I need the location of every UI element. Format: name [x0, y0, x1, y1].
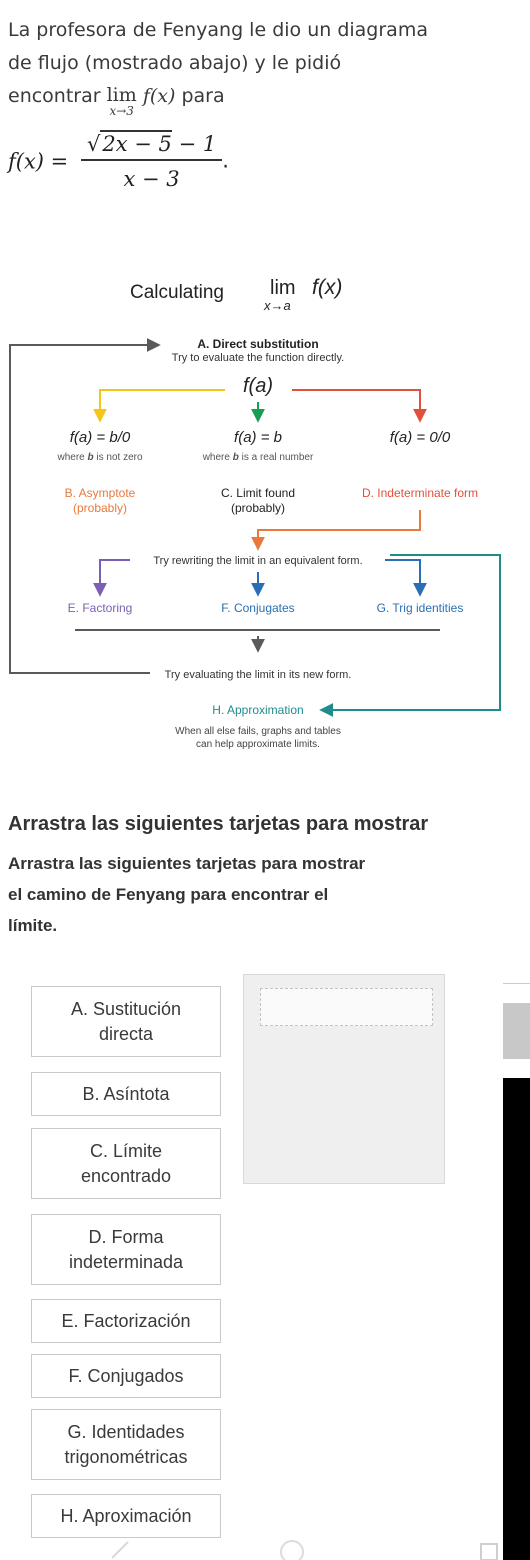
- lim-subscript: x→3: [109, 103, 134, 118]
- rewrite-text: Try rewriting the limit in an equivalent form.: [153, 555, 363, 567]
- drop-slot[interactable]: [260, 988, 433, 1026]
- node-h-label: H. Approximation: [212, 703, 304, 717]
- node-a-desc: Try to evaluate the function directly.: [171, 352, 345, 364]
- numerator-rest: − 1: [178, 132, 217, 156]
- node-b-label: B. Asymptote: [64, 486, 136, 500]
- instructions-line-3: límite.: [8, 916, 58, 935]
- card-g-trig-identities[interactable]: [31, 1409, 221, 1480]
- question-line-2: de flujo (mostrado abajo) y le pidió: [8, 52, 342, 74]
- branch-to-b: [100, 390, 225, 420]
- fx-symbol: f(x): [142, 85, 176, 107]
- card-a-direct-substitution[interactable]: [31, 986, 221, 1057]
- case-d-formula: f(a) = 0/0: [389, 429, 451, 446]
- card-d-indeterminate-form[interactable]: [31, 1214, 221, 1285]
- card-c-limit-found[interactable]: [31, 1128, 221, 1199]
- radicand: 2x − 5: [102, 132, 172, 156]
- case-b-note: where b is not zero: [57, 452, 143, 463]
- card-e-factoring[interactable]: [31, 1299, 221, 1343]
- question-line-3: [8, 80, 518, 120]
- recents-nav-icon: [481, 1544, 497, 1560]
- flowchart-title-sub: x→a: [264, 298, 291, 313]
- branch-to-g: [385, 560, 420, 594]
- card-b-line-1: B. Asíntota: [82, 1083, 170, 1104]
- node-b-sub: (probably): [72, 501, 128, 515]
- case-b-formula: f(a) = b/0: [69, 429, 131, 446]
- question-text: [8, 14, 518, 120]
- formula-fraction: [81, 132, 222, 191]
- flowchart-title-fx: f(x): [312, 276, 343, 299]
- card-c-line-1: C. Límite: [89, 1140, 162, 1161]
- node-f-label: F. Conjugates: [221, 601, 295, 615]
- lim-word: lim: [106, 83, 137, 106]
- formula-numerator: √2x − 5 − 1: [81, 132, 222, 161]
- right-edge-panel: [503, 1078, 530, 1560]
- card-g-line-1: G. Identidades: [67, 1421, 185, 1442]
- card-c-line-2: encontrado: [80, 1165, 172, 1186]
- flowchart-diagram: [0, 250, 530, 760]
- flowchart-title-word: Calculating: [130, 282, 224, 303]
- card-e-line-1: E. Factorización: [61, 1310, 191, 1331]
- card-a-line-1: A. Sustitución: [70, 998, 182, 1019]
- limit-expression: [106, 83, 137, 119]
- case-c-note: where b is a real number: [202, 452, 314, 463]
- node-g-label: G. Trig identities: [376, 601, 464, 615]
- branch-to-d: [292, 390, 420, 420]
- node-h-desc-2: can help approximate limits.: [196, 739, 320, 750]
- card-g-line-2: trigonométricas: [64, 1446, 188, 1467]
- instructions-line-1: Arrastra las siguientes tarjetas para mostrar: [8, 854, 366, 873]
- function-formula: [8, 132, 229, 191]
- encontrar-word: encontrar: [8, 85, 101, 107]
- formula-lhs: f(x) =: [8, 149, 69, 174]
- para-word: para: [181, 85, 225, 107]
- card-f-conjugates[interactable]: [31, 1354, 221, 1398]
- card-d-line-1: D. Forma: [88, 1226, 164, 1247]
- instructions-body: [8, 848, 458, 941]
- node-d-label: D. Indeterminate form: [361, 486, 479, 500]
- formula-period: .: [222, 148, 229, 173]
- back-nav-icon: [112, 1542, 128, 1558]
- flowchart-title-lim: lim: [270, 277, 296, 299]
- question-line-1: La profesora de Fenyang le dio un diagrama: [8, 19, 428, 41]
- home-nav-icon: [281, 1541, 303, 1560]
- card-h-approximation[interactable]: [31, 1494, 221, 1538]
- card-d-line-2: indeterminada: [68, 1251, 184, 1272]
- teal-line-to-h: [322, 555, 500, 710]
- instructions-line-2: el camino de Fenyang para encontrar el: [8, 885, 329, 904]
- formula-denominator: x − 3: [123, 167, 180, 191]
- card-h-line-1: H. Aproximación: [60, 1505, 192, 1526]
- android-nav-bar: [0, 1540, 530, 1560]
- case-c-formula: f(a) = b: [234, 429, 282, 446]
- d-to-rewrite-line: [258, 510, 420, 548]
- instructions-title: Arrastra las siguientes tarjetas para mostrar: [8, 813, 429, 835]
- node-h-desc-1: When all else fails, graphs and tables: [175, 726, 341, 737]
- scroll-edge-divider: [503, 983, 530, 984]
- card-b-asymptote[interactable]: [31, 1072, 221, 1116]
- node-a-title: A. Direct substitution: [197, 337, 319, 351]
- evaluate-text: Try evaluating the limit in its new form.: [164, 669, 352, 681]
- card-f-line-1: F. Conjugados: [68, 1365, 184, 1386]
- card-a-line-2: directa: [98, 1023, 154, 1044]
- node-c-label: C. Limit found: [220, 486, 296, 500]
- fa-node: f(a): [243, 375, 273, 397]
- branch-to-e: [100, 560, 130, 594]
- node-c-sub: (probably): [230, 501, 286, 515]
- scroll-handle[interactable]: [503, 1003, 530, 1059]
- node-e-label: E. Factoring: [67, 601, 133, 615]
